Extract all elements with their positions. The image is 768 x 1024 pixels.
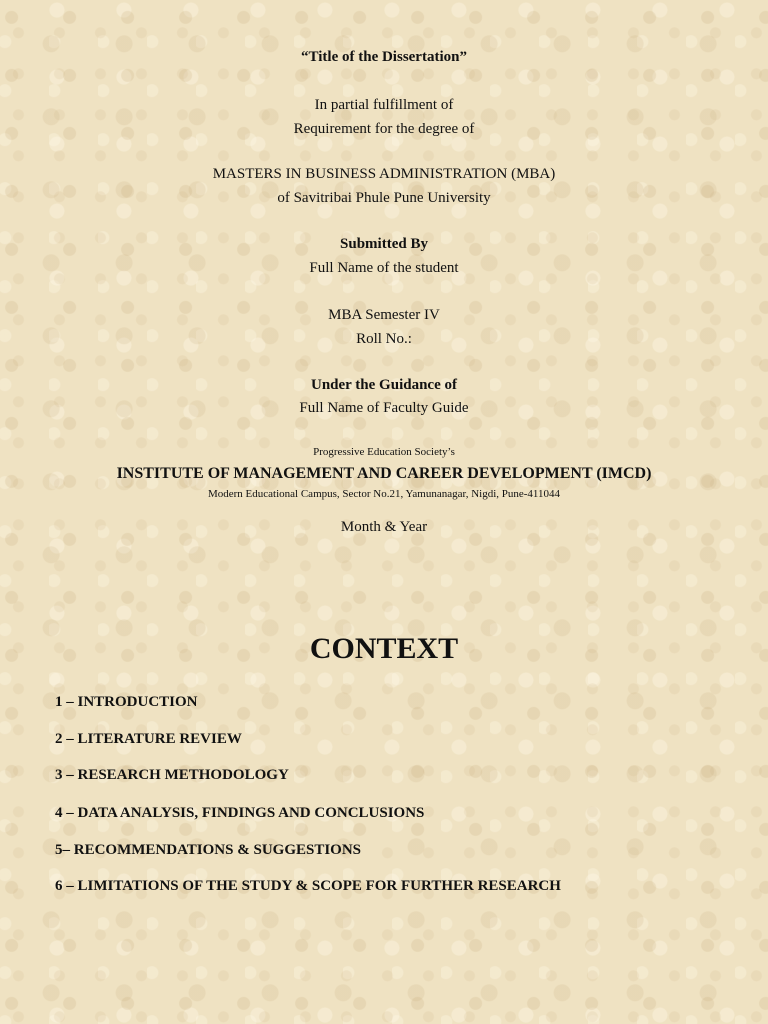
degree-name: MASTERS IN BUSINESS ADMINISTRATION (MBA)	[212, 166, 556, 182]
institute-address: Modern Educational Campus, Sector No.21, Yamunanagar, Nigdi, Pune-411044	[207, 488, 561, 500]
semester: MBA Semester IV	[328, 307, 440, 323]
fulfillment-line-1: In partial fulfillment of	[314, 97, 454, 113]
university-name: of Savitribai Phule Pune University	[277, 190, 491, 206]
society-name: Progressive Education Society’s	[313, 446, 455, 458]
toc-item: 6 – LIMITATIONS OF THE STUDY & SCOPE FOR FURTHER RESEARCH	[55, 878, 561, 894]
toc-item: 2 – LITERATURE REVIEW	[55, 731, 242, 747]
toc-item: 4 – DATA ANALYSIS, FINDINGS AND CONCLUSIONS	[55, 805, 425, 821]
context-heading: CONTEXT	[309, 632, 459, 665]
toc-item: 5– RECOMMENDATIONS & SUGGESTIONS	[55, 842, 362, 858]
fulfillment-line-2: Requirement for the degree of	[293, 121, 475, 137]
toc-item: 1 – INTRODUCTION	[55, 694, 198, 710]
institute-name: INSTITUTE OF MANAGEMENT AND CAREER DEVELOPMENT (IMCD)	[116, 465, 652, 482]
roll-number: Roll No.:	[356, 331, 412, 347]
month-year: Month & Year	[340, 519, 428, 535]
submitted-by-label: Submitted By	[340, 236, 428, 252]
student-name: Full Name of the student	[309, 260, 459, 276]
guidance-label: Under the Guidance of	[311, 377, 457, 393]
guide-name: Full Name of Faculty Guide	[299, 400, 469, 416]
toc-item: 3 – RESEARCH METHODOLOGY	[55, 767, 289, 783]
dissertation-title: “Title of the Dissertation”	[301, 49, 467, 65]
